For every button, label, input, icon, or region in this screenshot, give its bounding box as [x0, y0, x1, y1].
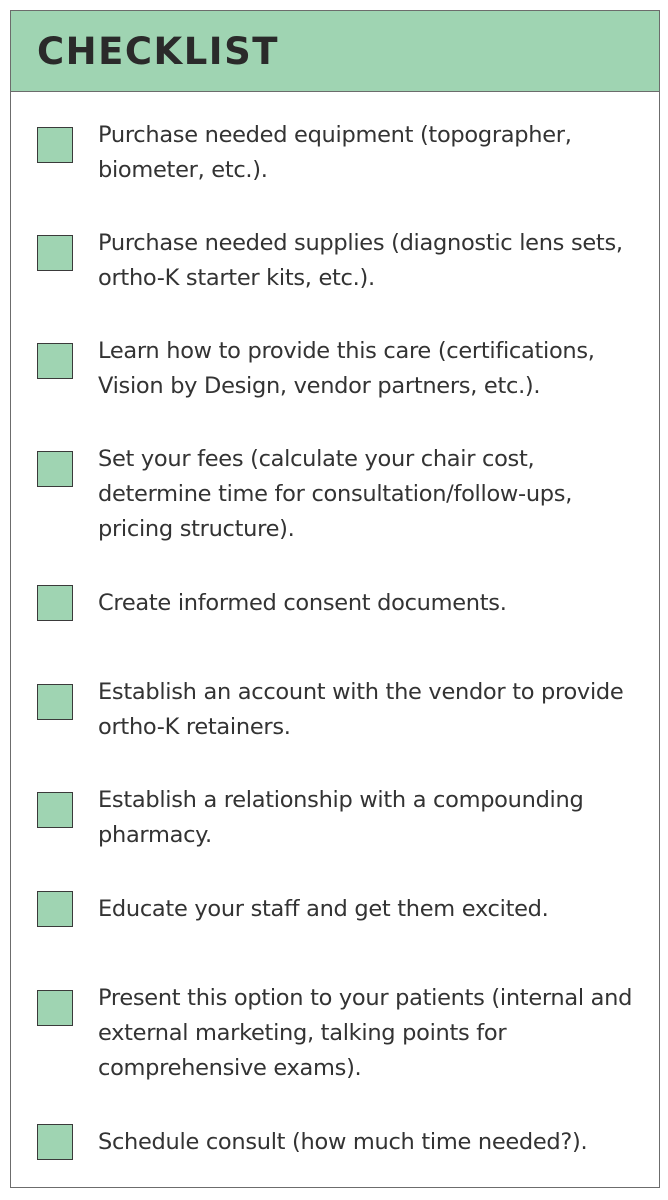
checklist-item-label: Establish an account with the vendor to provide ortho-K retainers.	[98, 679, 624, 740]
checkbox[interactable]	[37, 990, 73, 1026]
checklist-item-label: Present this option to your patients (internal and external marketing, talking points for comprehensive exams).	[98, 985, 633, 1081]
checklist-item-label: Set your fees (calculate your chair cost, determine time for consultation/follow-ups, pricing structure).	[98, 446, 573, 542]
checklist-item-label: Educate your staff and get them excited.	[98, 896, 549, 922]
checklist-item-label: Schedule consult (how much time needed?).	[98, 1129, 588, 1155]
checklist-item-label: Purchase needed equipment (topographer, biometer, etc.).	[98, 122, 572, 183]
checkbox[interactable]	[37, 1124, 73, 1160]
checkbox[interactable]	[37, 585, 73, 621]
checkbox[interactable]	[37, 451, 73, 487]
checklist-card	[10, 10, 660, 1188]
checklist-item-label: Learn how to provide this care (certifications, Vision by Design, vendor partners, etc.).	[98, 338, 595, 399]
checklist-item-label: Purchase needed supplies (diagnostic lens sets, ortho-K starter kits, etc.).	[98, 230, 623, 291]
checkbox[interactable]	[37, 792, 73, 828]
checkbox[interactable]	[37, 127, 73, 163]
checklist-header	[11, 11, 659, 92]
checklist-item-label: Establish a relationship with a compounding pharmacy.	[98, 787, 584, 848]
checkbox[interactable]	[37, 235, 73, 271]
checkbox[interactable]	[37, 891, 73, 927]
checklist-item-label: Create informed consent documents.	[98, 590, 507, 616]
checkbox[interactable]	[37, 684, 73, 720]
checkbox[interactable]	[37, 343, 73, 379]
checklist-title: CHECKLIST	[37, 29, 279, 73]
